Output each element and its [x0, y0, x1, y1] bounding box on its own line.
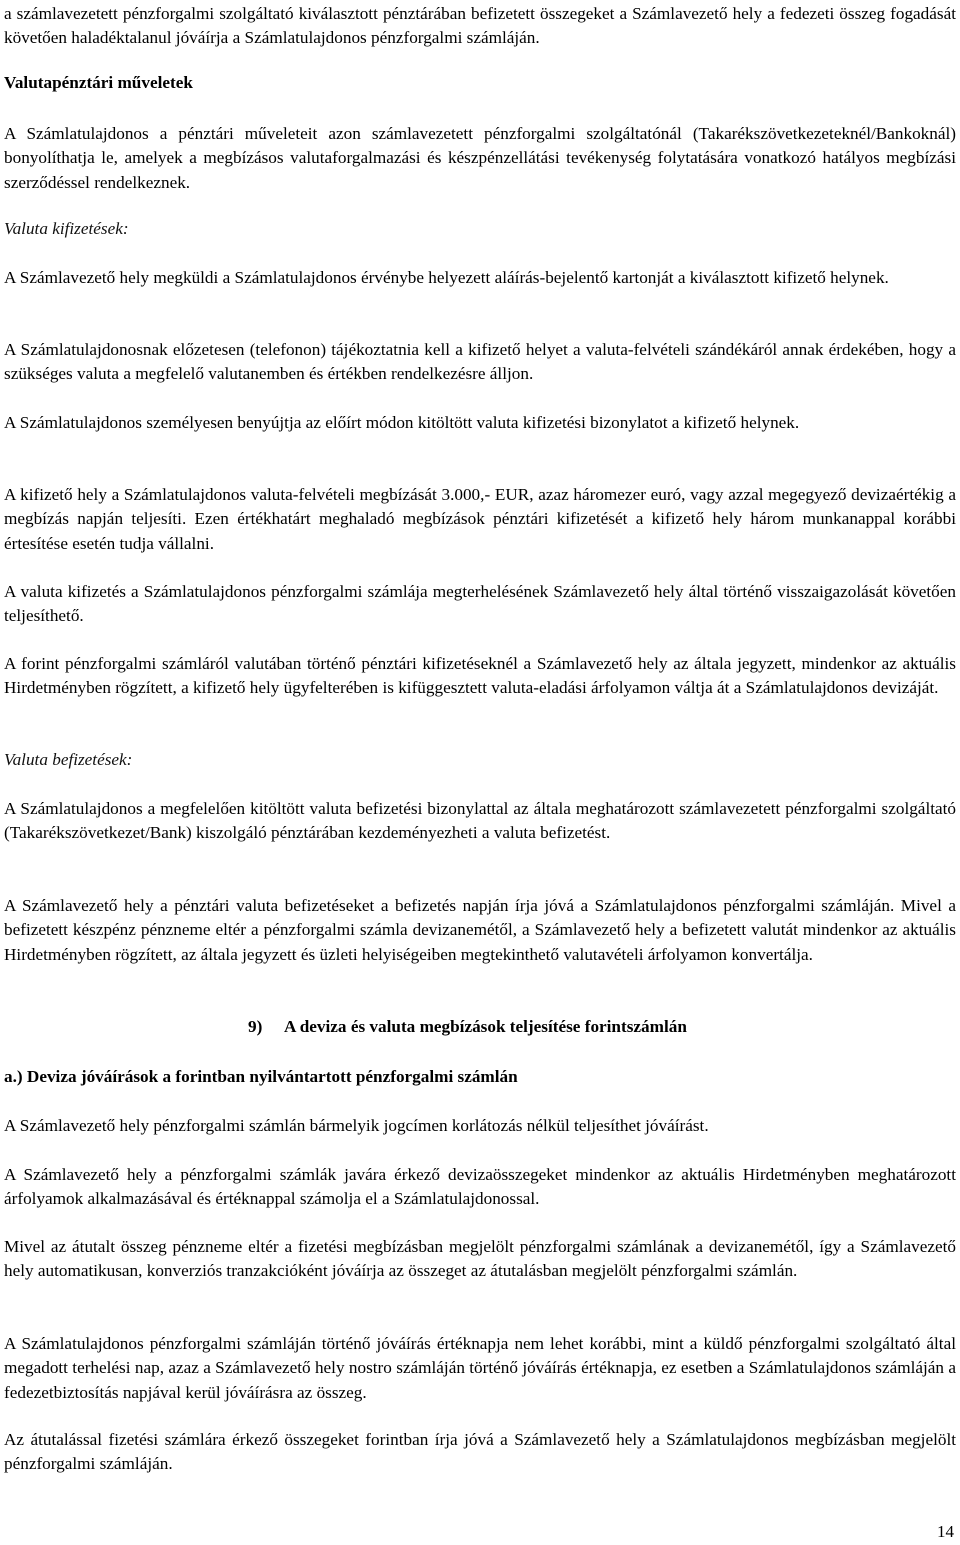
paragraph: A Számlatulajdonosnak előzetesen (telefonon) tájékoztatnia kell a kifizető helyet a valuta-felvételi szándékáról annak érdekében, hogy a szükséges valuta a megfelelő valutanemben és értékben rendelkezésre álljon. [4, 340, 956, 384]
paragraph: A Számlatulajdonos személyesen benyújtja az előírt módon kitöltött valuta kifizetési bizonylatot a kifizető helynek. [4, 413, 800, 432]
heading-text: A deviza és valuta megbízások teljesítése forintszámlán [283, 1017, 687, 1036]
paragraph: A Számlavezető hely megküldi a Számlatulajdonos érvénybe helyezett aláírás-bejelentő kartonját a kiválasztott kifizető helynek. [4, 268, 889, 287]
paragraph: a számlavezetett pénzforgalmi szolgáltató kiválasztott pénztárában befizetett összegeket a Számlavezető hely a fedezeti összeg fogadását követően haladéktalanul jóváírja a Számlatulajdonos pénzforgalmi számláján. [4, 4, 956, 48]
paragraph: A kifizető hely a Számlatulajdonos valuta-felvételi megbízását 3.000,- EUR, azaz háromezer euró, vagy azzal megegyező devizaértékig a megbízás napján teljesíti. Ezen értékhatárt meghaladó megbízások pénztári kifizetését a kifizető hely három munkanappal korábbi értesítése esetén tudja vállalni. [4, 485, 956, 553]
subsection-heading: Valuta kifizetések: [4, 219, 129, 238]
heading-number: 9) [248, 1017, 263, 1036]
section-heading: Valutapénztári műveletek [4, 73, 193, 92]
paragraph: A Számlatulajdonos pénzforgalmi számláján történő jóváírás értéknapja nem lehet korábbi, mint a küldő pénzforgalmi szolgáltató által megadott terhelési nap, azaz a Számlavezető hely nostro számláján történő jóváírás értéknapja, ez esetben a Számlatulajdonos számláján a fedezetbiztosítás napjával kerül jóváírásra az összeg. [4, 1334, 956, 1402]
paragraph: A Számlavezető hely pénzforgalmi számlán bármelyik jogcímen korlátozás nélkül teljesíthet jóváírást. [4, 1116, 709, 1135]
paragraph: A Számlatulajdonos a megfelelően kitöltött valuta befizetési bizonylattal az általa meghatározott számlavezetett pénzforgalmi szolgáltató (Takarékszövetkezet/Bank) kiszolgáló pénztárában kezdeményezheti a valuta befizetést. [4, 799, 956, 843]
paragraph: A Számlatulajdonos a pénztári műveleteit azon számlavezetett pénzforgalmi szolgáltatónál (Takarékszövetkezeteknél/Bankoknál) bonyolíthatja le, amelyek a megbízásos valutaforgalmazási és készpénzellátási tevékenység folytatására vonatkozó hatályos megbízási szerződéssel rendelkeznek. [4, 124, 956, 192]
paragraph: A Számlavezető hely a pénztári valuta befizetéseket a befizetés napján írja jóvá a Számlatulajdonos pénzforgalmi számláján. Mivel a befizetett készpénz pénzneme eltér a pénzforgalmi számla devizanemétől, a Számlavezető hely a befizetett valutát mindenkor az aktuális Hirdetményben rögzített, az általa jegyzett és üzleti helyiségeiben megtekinthető valutavételi árfolyamon konvertálja. [4, 896, 956, 964]
subsection-heading: Valuta befizetések: [4, 750, 133, 769]
numbered-heading [248, 1015, 948, 1039]
paragraph: Mivel az átutalt összeg pénzneme eltér a fizetési megbízásban megjelölt pénzforgalmi számlának a devizanemétől, így a Számlavezető hely automatikusan, konverziós tranzakcióként jóváírja az összeget az átutalásban megjelölt pénzforgalmi számlán. [4, 1237, 956, 1281]
paragraph: A valuta kifizetés a Számlatulajdonos pénzforgalmi számlája megterhelésének Számlavezető hely által történő visszaigazolását követően teljesíthető. [4, 582, 956, 626]
paragraph: Az átutalással fizetési számlára érkező összegeket forintban írja jóvá a Számlavezető hely a Számlatulajdonos megbízásban megjelölt pénzforgalmi számláján. [4, 1430, 956, 1474]
page-number: 14 [937, 1522, 954, 1541]
paragraph: A Számlavezető hely a pénzforgalmi számlák javára érkező devizaösszegeket mindenkor az aktuális Hirdetményben meghatározott árfolyamok alkalmazásával és értéknappal számolja el a Számlatulajdonossal. [4, 1165, 956, 1209]
paragraph: A forint pénzforgalmi számláról valutában történő pénztári kifizetéseknél a Számlavezető hely az általa jegyzett, mindenkor az aktuális Hirdetményben rögzített, a kifizető hely ügyfelterében is kifüggesztett valuta-eladási árfolyamon váltja át a Számlatulajdonos devizáját. [4, 654, 956, 698]
subheading: a.) Deviza jóváírások a forintban nyilvántartott pénzforgalmi számlán [4, 1067, 518, 1086]
